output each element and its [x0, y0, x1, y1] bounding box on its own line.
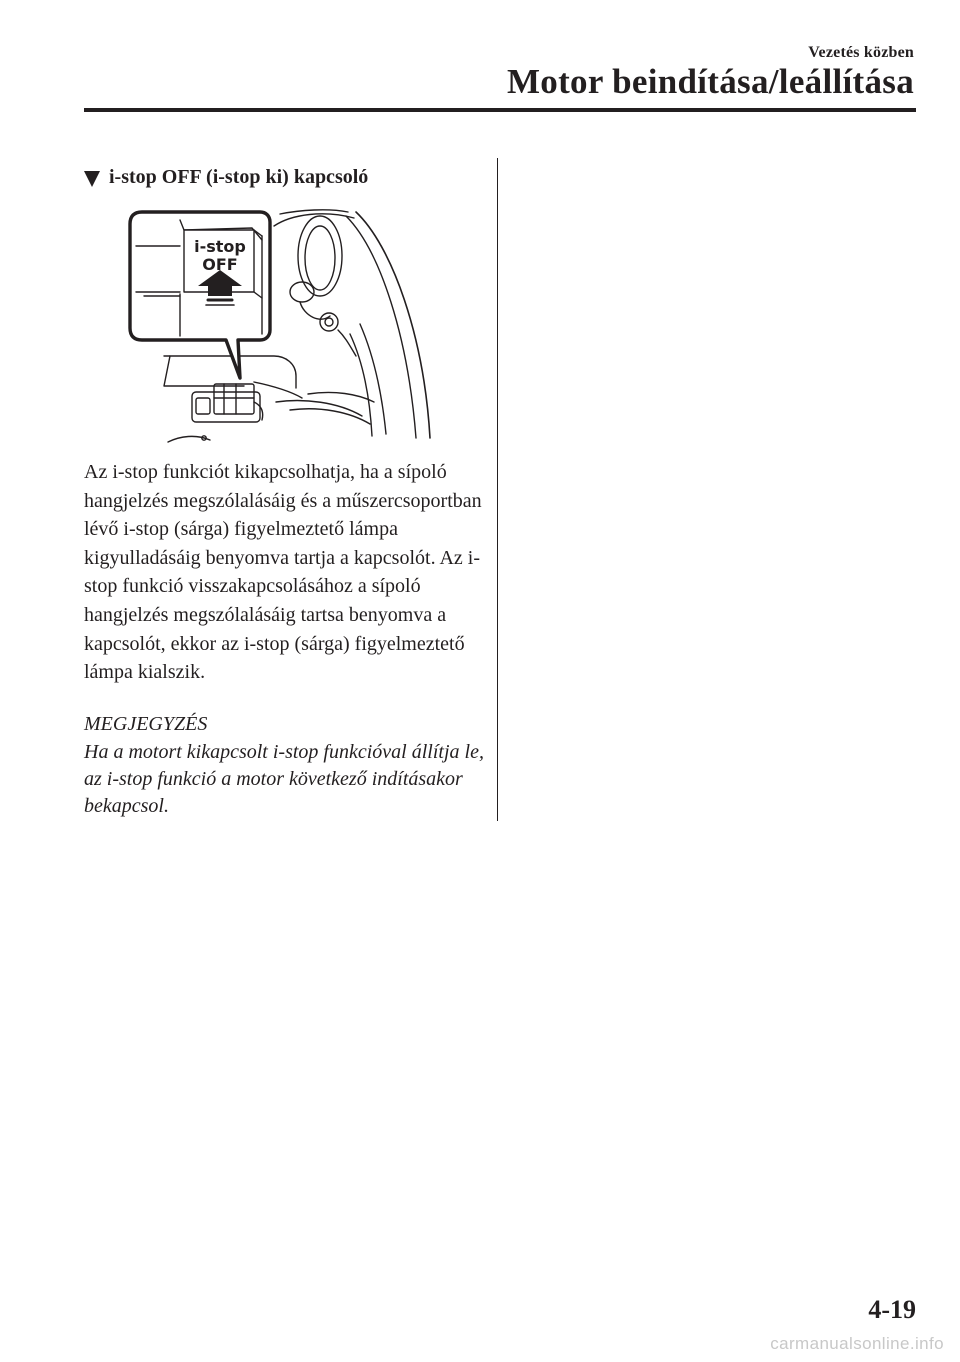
body-paragraph: Az i-stop funkciót kikapcsolhatja, ha a sípoló hangjelzés megszólalásáig és a műszercsoportban lévő i-stop (sárga) figyelmeztető lámpa kigyulladásáig benyomva tartja a kapcsolót. Az i-stop funkció visszakapcsolásához a sípoló hangjelzés megszólalásáig tartsa benyomva a kapcsolót, ekkor az i-stop (sárga) figyelmeztető lámpa kialszik. — [84, 461, 482, 684]
switch-cluster-outline — [192, 392, 260, 422]
header-rule — [84, 108, 916, 112]
note-text: Ha a motort kikapcsolt i-stop funkcióval állítja le, az i-stop funkció a motor következő indításakor bekapcsol. — [84, 741, 484, 817]
istop-switch-illustration — [124, 206, 436, 446]
header-title: Motor beindítása/leállítása — [506, 62, 914, 101]
section-heading — [84, 166, 368, 189]
button-label-line2: OFF — [202, 255, 238, 274]
section-heading-text: i-stop OFF (i-stop ki) kapcsoló — [109, 166, 369, 188]
column-divider — [497, 158, 498, 821]
watermark-link[interactable]: carmanualsonline.info — [770, 1334, 944, 1353]
page-number: 4-19 — [868, 1295, 916, 1324]
triangle-bullet-icon — [84, 171, 100, 187]
button-label-line1: i-stop — [194, 237, 246, 256]
header-subtitle: Vezetés közben — [808, 44, 914, 61]
note-label: MEGJEGYZÉS — [84, 713, 208, 735]
